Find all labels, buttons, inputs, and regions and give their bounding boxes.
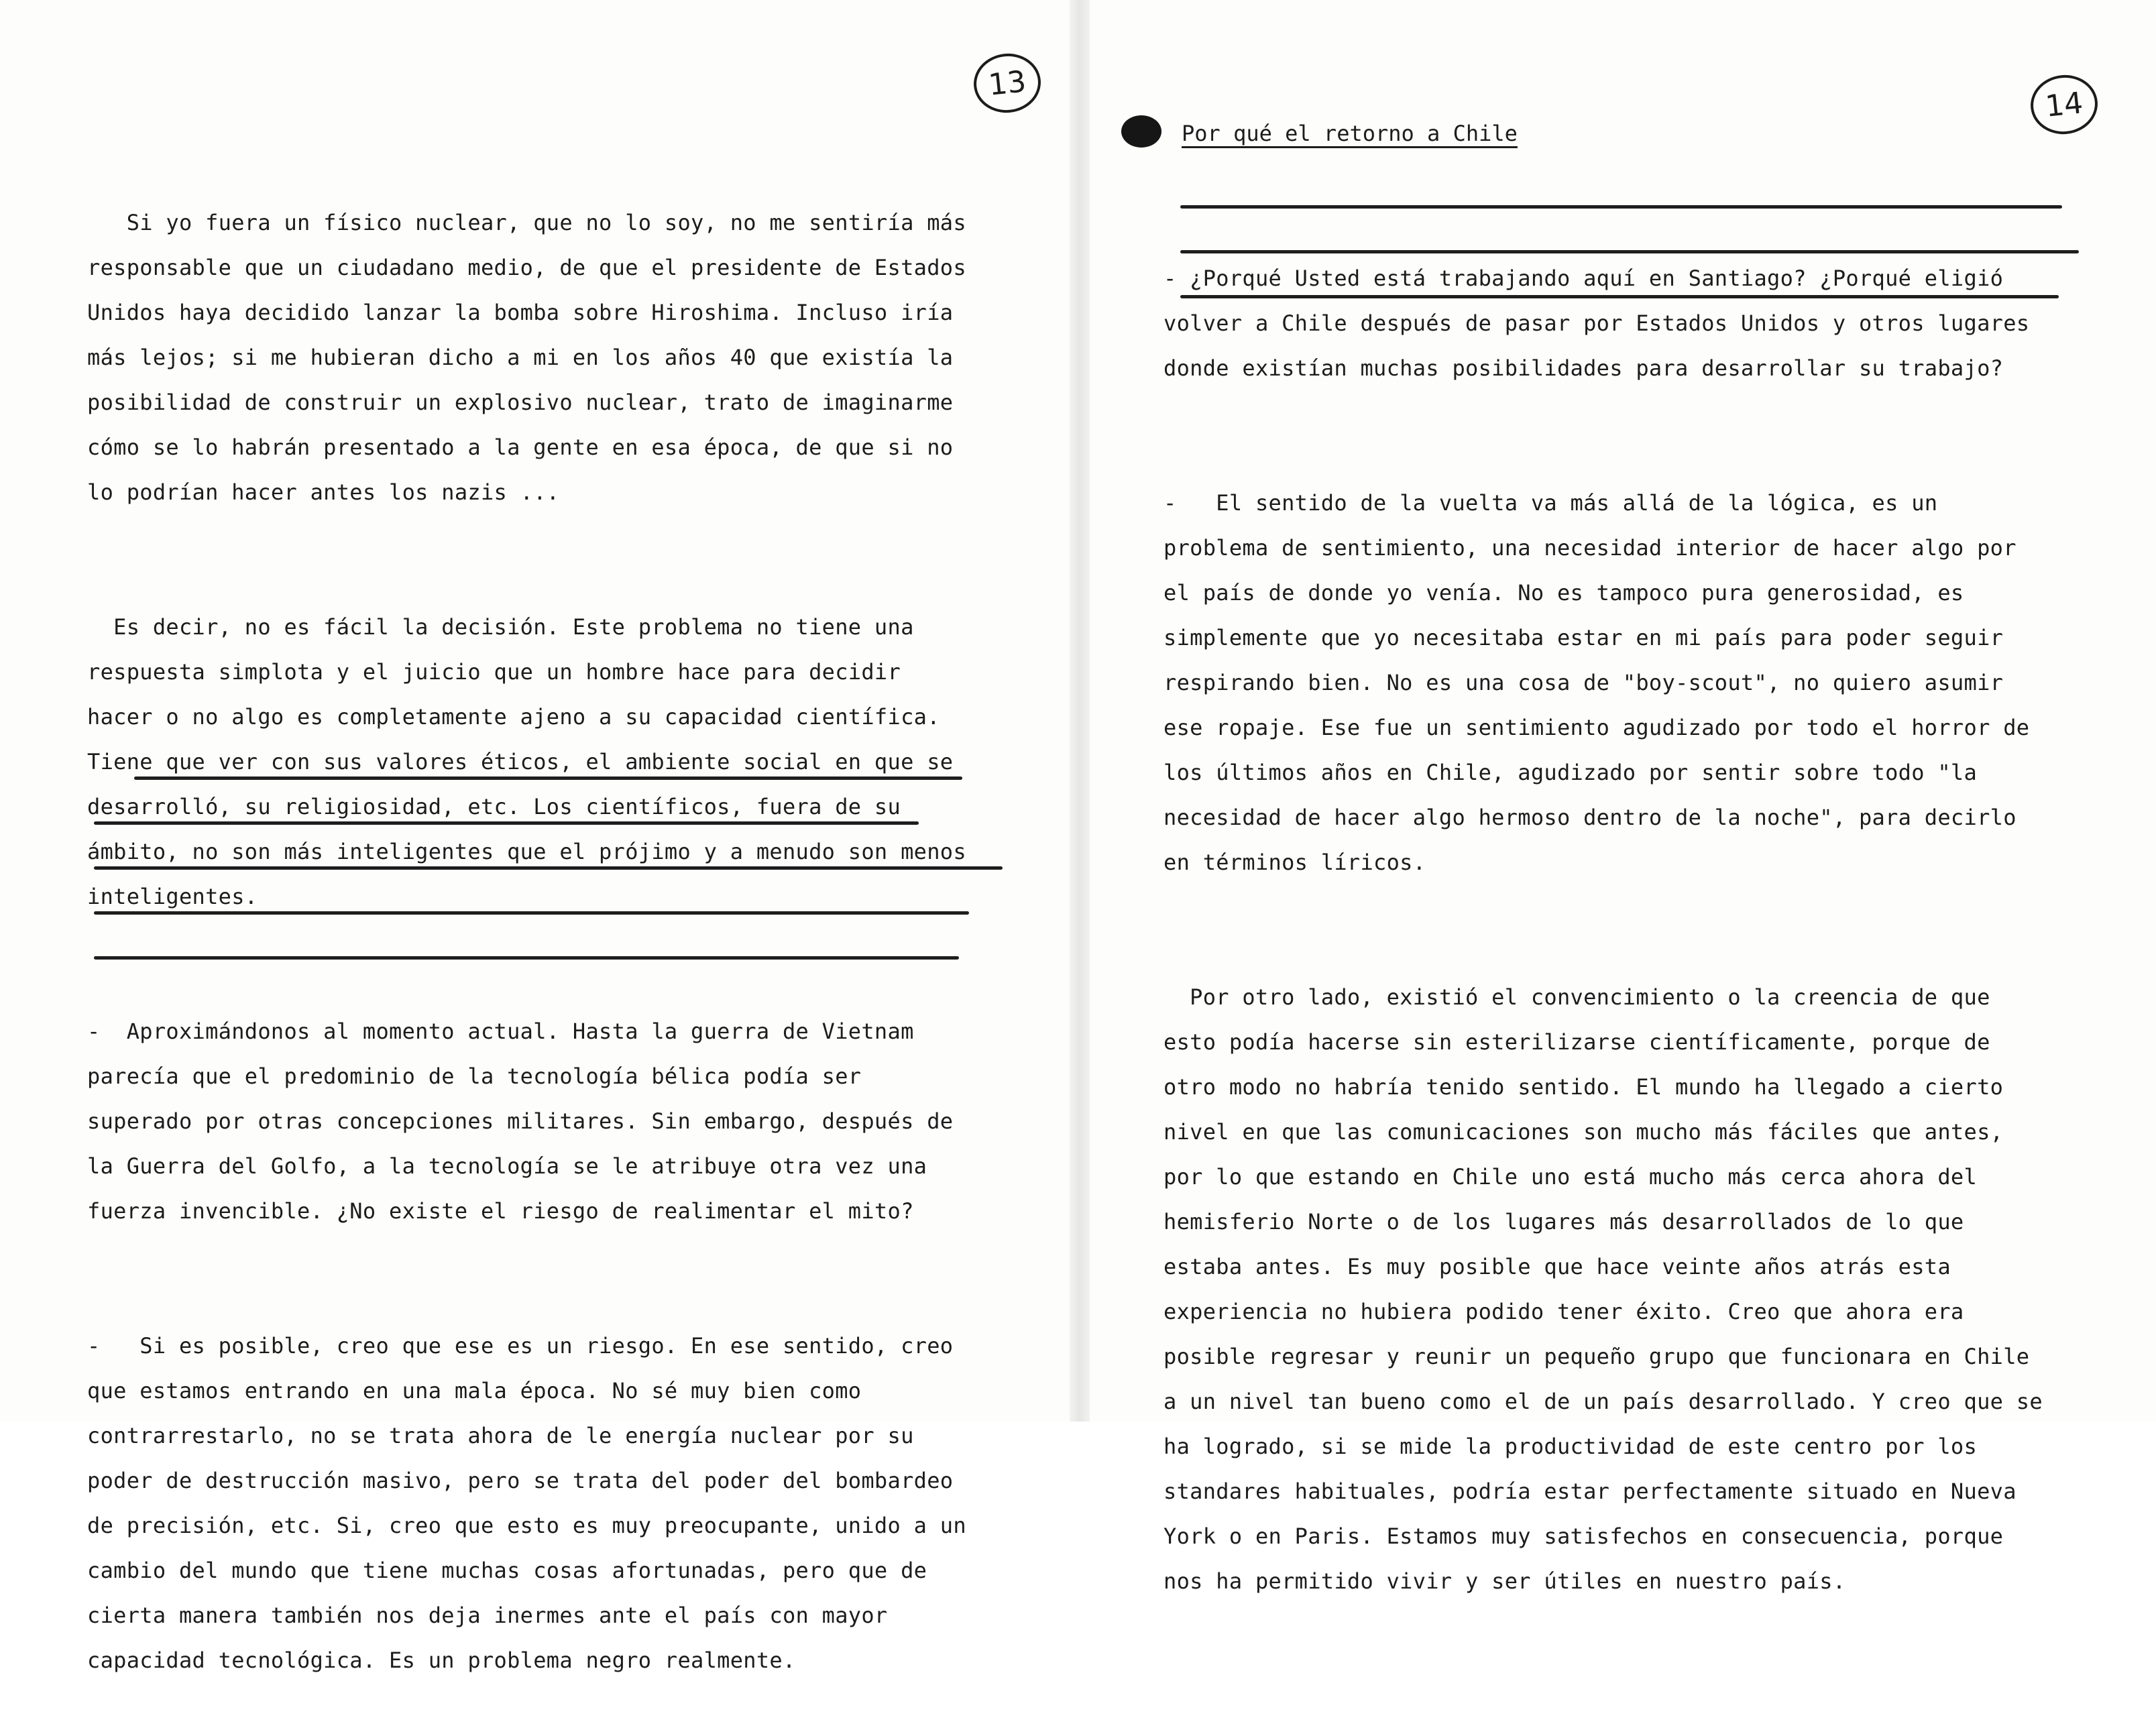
- handwritten-underline: [134, 776, 962, 780]
- section-heading: Por qué el retorno a Chile: [1182, 121, 1518, 146]
- left-paragraph-4-answer: - Si es posible, creo que ese es un riesgo. En ese sentido, creo que estamos entrando en una mala época. No sé muy bien como contrarrestarlo, no se trata ahora de le energía nuclear por su poder de destrucción masivo, pero se trata del poder del bombardeo de precisión, etc. Si, creo que esto es muy preocupante, unido a un cambio del mundo que tiene muchas cosas afortunadas, pero que de cierta manera también nos deja inermes ante el país con mayor capacidad tecnológica. Es un problema negro realmente.: [87, 1333, 966, 1673]
- left-paragraph-1: Si yo fuera un físico nuclear, que no lo soy, no me sentiría más responsable que un ciudadano medio, de que el presidente de Estados Unidos haya decidido lanzar la bomba sobre Hiroshima. Incluso iría más lejos; si me hubieran dicho a mi en los años 40 que existía la posibilidad de construir un explosivo nuclear, trato de imaginarme cómo se lo habrán presentado a la gente en esa época, de que si no lo podrían hacer antes los nazis ...: [87, 210, 966, 505]
- ink-bullet-mark: [1121, 115, 1161, 148]
- page-gutter: [1070, 0, 1090, 1422]
- handwritten-underline: [94, 866, 1003, 870]
- page-number-right: 14: [2028, 72, 2101, 137]
- handwritten-underline: [1180, 250, 2079, 253]
- handwritten-underline: [94, 821, 919, 825]
- handwritten-underline: [94, 956, 959, 960]
- right-paragraph-1-question: - ¿Porqué Usted está trabajando aquí en Santiago? ¿Porqué eligió volver a Chile después de pasar por Estados Unidos y otros lugares donde existían muchas posibilidades para desarrollar su trabajo?: [1164, 266, 2030, 381]
- left-paragraph-3-question: - Aproximándonos al momento actual. Hasta la guerra de Vietnam parecía que el predominio de la tecnología bélica podía ser superado por otras concepciones militares. Sin embargo, después de la Guerra del Golfo, a la tecnología se le atribuye otra vez una fuerza invencible. ¿No existe el riesgo de realimentar el mito?: [87, 1019, 954, 1224]
- handwritten-underline: [1180, 205, 2062, 209]
- handwritten-underline: [1180, 295, 2059, 298]
- right-paragraph-3: Por otro lado, existió el convencimiento o la creencia de que esto podía hacerse sin esterilizarse científicamente, porque de otro modo no habría tenido sentido. El mundo ha llegado a cierto nivel en que las comunicaciones son mucho más fáciles que antes, por lo que estando en Chile uno está mucho más cerca ahora del hemisferio Norte o de los lugares más desarrollados de lo que estaba antes. Es muy posible que hace veinte años atrás esta experiencia no hubiera podido tener éxito. Creo que ahora era posible regresar y reunir un pequeño grupo que funcionara en Chile a un nivel tan bueno como el de un país desarrollado. Y creo que se ha logrado, si se mide la productividad de este centro por los standares habituales, podría estar perfectamente situado en Nueva York o en Paris. Estamos muy satisfechos en consecuencia, porque nos ha permitido vivir y ser útiles en nuestro país.: [1164, 984, 2043, 1594]
- right-page-text: [1164, 166, 2043, 1649]
- handwritten-underline: [94, 911, 969, 915]
- right-paragraph-2-answer: - El sentido de la vuelta va más allá de la lógica, es un problema de sentimiento, una necesidad interior de hacer algo por el país de donde yo venía. No es tampoco pura generosidad, es simplemente que yo necesitaba estar en mi país para poder seguir respirando bien. No es una cosa de "boy-scout", no quiero asumir ese ropaje. Ese fue un sentimiento agudizado por todo el horror de los últimos años en Chile, agudizado por sentir sobre todo "la necesidad de hacer algo hermoso dentro de la noche", para decirlo en términos líricos.: [1164, 490, 2030, 875]
- page-number-left: 13: [971, 50, 1044, 116]
- left-paragraph-2: Es decir, no es fácil la decisión. Este problema no tiene una respuesta simplota y el juicio que un hombre hace para decidir hacer o no algo es completamente ajeno a su capacidad científica. Tiene que ver con sus valores éticos, el ambiente social en que se desarrolló, su religiosidad, etc. Los científicos, fuera de su ámbito, no son más inteligentes que el prójimo y a menudo son menos inteligentes.: [87, 614, 966, 909]
- left-page-text: [87, 111, 966, 1728]
